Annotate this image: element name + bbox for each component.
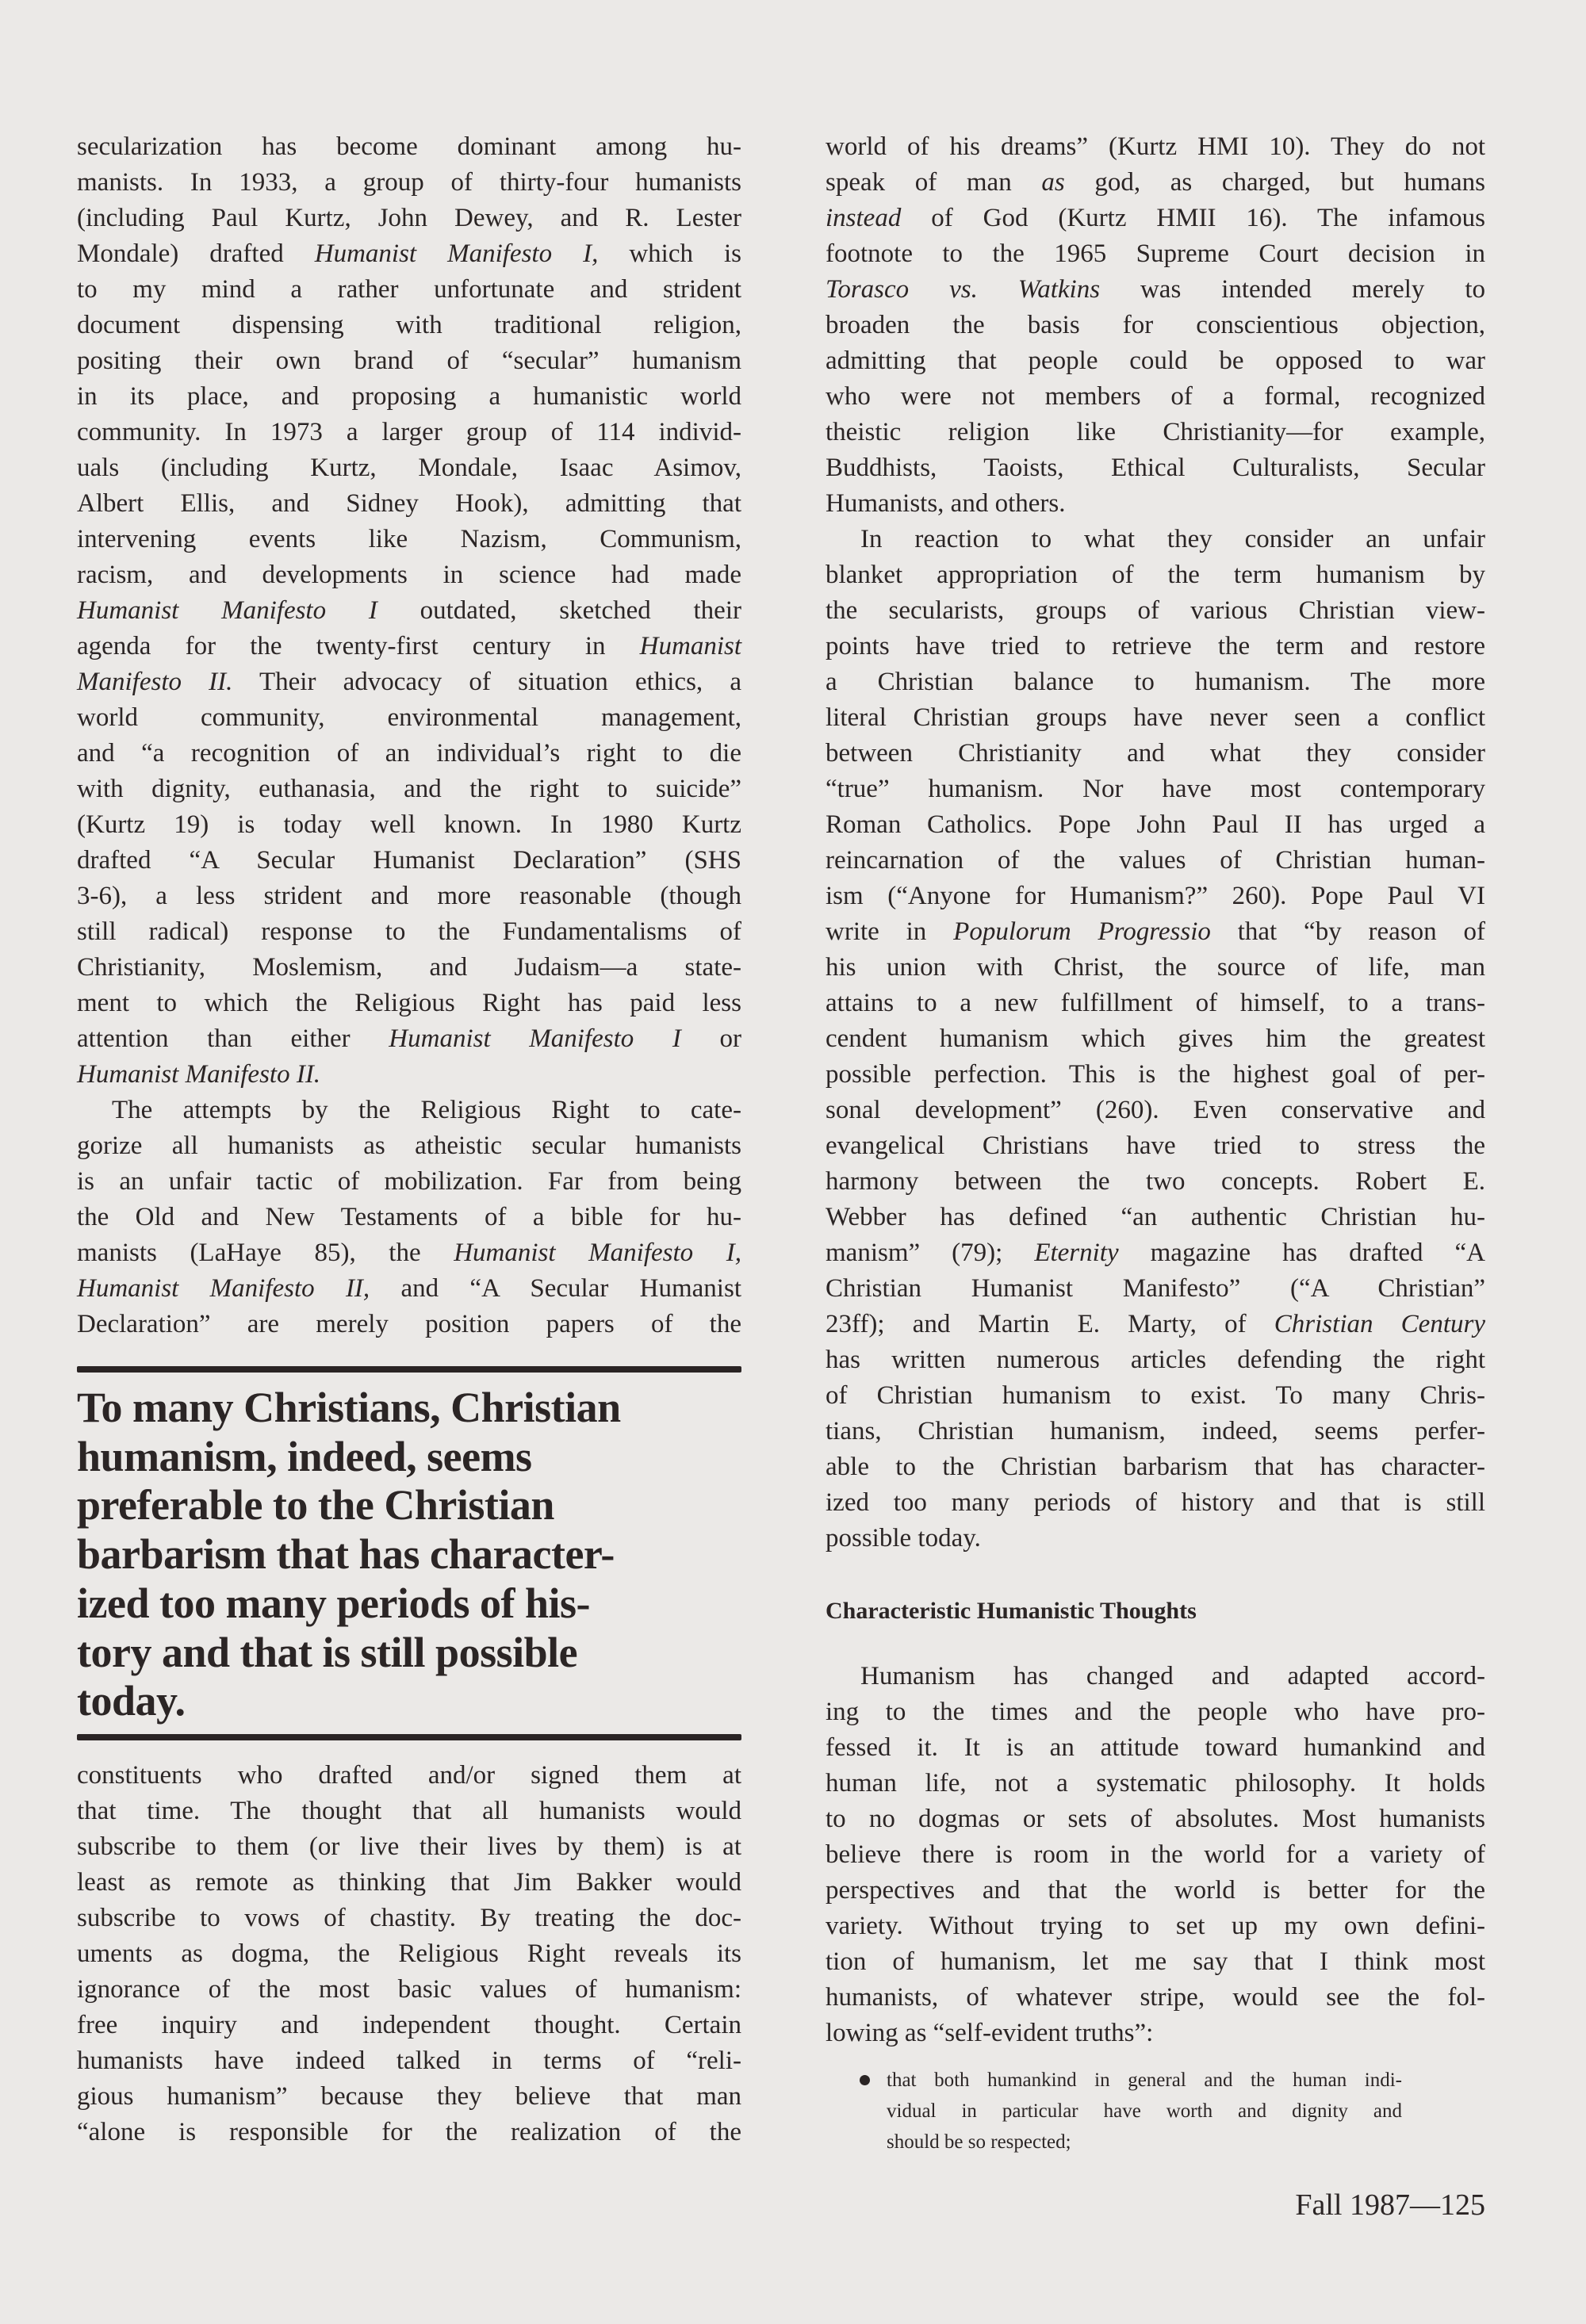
text-line xyxy=(826,1093,1485,1128)
bullet-list-item xyxy=(887,2065,1402,2157)
text-line xyxy=(77,593,741,629)
text-run: speak of man xyxy=(826,168,1042,197)
text-line xyxy=(826,1873,1485,1909)
text-run: was intended merely to xyxy=(1100,275,1485,304)
text-line xyxy=(77,914,741,950)
text-run: footnote to the 1965 Supreme Court decision in xyxy=(826,239,1485,268)
text-line xyxy=(77,1093,741,1128)
text-run: 3-6), a less strident and more reasonable (though xyxy=(77,882,741,910)
text-run: fessed it. It is an attitude toward humankind and xyxy=(826,1733,1485,1762)
text-run: believe there is room in the world for a variety of xyxy=(826,1840,1485,1869)
text-line xyxy=(77,1128,741,1164)
text-line xyxy=(826,201,1485,236)
text-line xyxy=(77,950,741,986)
text-run: and “a recognition of an individual’s right to die xyxy=(77,739,741,768)
text-run: secularization has become dominant among hu- xyxy=(77,132,741,161)
pull-quote-line: humanism, indeed, seems xyxy=(77,1432,532,1480)
text-line xyxy=(77,1936,741,1972)
text-run: tion of humanism, let me say that I think most xyxy=(826,1947,1485,1976)
italic-text: as xyxy=(1041,168,1065,197)
pull-quote-line: ized too many periods of his- xyxy=(77,1579,590,1627)
section-heading: Characteristic Humanistic Thoughts xyxy=(826,1598,1197,1624)
text-line xyxy=(77,664,741,700)
text-run: variety. Without trying to set up my own defini- xyxy=(826,1912,1485,1940)
text-line xyxy=(826,1057,1485,1093)
text-run: Webber has defined “an authentic Christian hu- xyxy=(826,1203,1485,1231)
text-run: manism” (79); xyxy=(826,1239,1035,1267)
text-run: human life, not a systematic philosophy. It holds xyxy=(826,1769,1485,1798)
text-line xyxy=(826,879,1485,914)
italic-text: Humanist Manifesto II, xyxy=(77,1274,370,1303)
text-run: harmony between the two concepts. Robert E. xyxy=(826,1167,1485,1196)
text-run: god, as charged, but humans xyxy=(1064,168,1485,197)
text-line xyxy=(826,450,1485,486)
text-run: humanists have indeed talked in terms of “reli- xyxy=(77,2046,741,2075)
text-line xyxy=(826,807,1485,843)
italic-text: instead xyxy=(826,204,902,232)
text-run: evangelical Christians have tried to stress the xyxy=(826,1131,1485,1160)
text-line xyxy=(826,1694,1485,1730)
text-run: manists (LaHaye 85), the xyxy=(77,1239,454,1267)
text-line xyxy=(826,1909,1485,1944)
text-line xyxy=(826,1342,1485,1378)
text-line xyxy=(77,557,741,593)
pull-quote-line: preferable to the Christian xyxy=(77,1481,554,1530)
text-line xyxy=(887,2127,1402,2157)
text-line xyxy=(77,1972,741,2008)
italic-text: Torasco vs. Watkins xyxy=(826,275,1101,304)
text-run: perspectives and that the world is better for the xyxy=(826,1876,1485,1905)
italic-text: Humanist xyxy=(639,632,741,660)
text-run: community. In 1973 a larger group of 114 individ- xyxy=(77,418,741,446)
page-folio: Fall 1987—125 xyxy=(1295,2188,1485,2222)
text-run: tians, Christian humanism, indeed, seems perfer- xyxy=(826,1417,1485,1445)
text-line xyxy=(826,165,1485,201)
text-line xyxy=(77,1758,741,1794)
pull-quote-bottom-rule xyxy=(77,1734,741,1740)
text-run: lowing as “self-evident truths”: xyxy=(826,2019,1154,2047)
text-run: with dignity, euthanasia, and the right to suicide” xyxy=(77,775,741,803)
text-run: or xyxy=(680,1024,741,1053)
text-run: Christian Humanist Manifesto” (“A Christian” xyxy=(826,1274,1485,1303)
text-run: attains to a new fulfillment of himself, to a trans- xyxy=(826,989,1485,1017)
text-line xyxy=(826,736,1485,771)
text-run: sonal development” (260). Even conservative and xyxy=(826,1096,1485,1124)
text-run: vidual in particular have worth and dignity and xyxy=(887,2100,1402,2122)
text-line xyxy=(826,415,1485,450)
italic-text: Populorum Progressio xyxy=(953,917,1211,946)
text-run: gorize all humanists as atheistic secular humanists xyxy=(77,1131,741,1160)
text-line xyxy=(826,1271,1485,1307)
text-line xyxy=(77,236,741,272)
text-line xyxy=(826,1766,1485,1801)
text-line xyxy=(77,700,741,736)
text-line xyxy=(826,629,1485,664)
text-line xyxy=(77,1901,741,1936)
text-line xyxy=(77,1164,741,1200)
text-run: in its place, and proposing a humanistic world xyxy=(77,382,741,411)
text-run: Humanists, and others. xyxy=(826,489,1066,518)
text-run: positing their own brand of “secular” humanism xyxy=(77,346,741,375)
text-run: able to the Christian barbarism that has character- xyxy=(826,1453,1485,1481)
text-line xyxy=(826,1449,1485,1485)
text-line xyxy=(826,343,1485,379)
text-line xyxy=(77,129,741,165)
text-run: magazine has drafted “A xyxy=(1118,1239,1485,1267)
pull-quote xyxy=(77,1384,751,1726)
text-line xyxy=(826,522,1485,557)
text-line xyxy=(887,2096,1402,2127)
pull-quote-line: To many Christians, Christian xyxy=(77,1384,621,1431)
text-line xyxy=(77,986,741,1021)
text-run: still radical) response to the Fundamentalisms of xyxy=(77,917,741,946)
text-run: uals (including Kurtz, Mondale, Isaac Asimov, xyxy=(77,454,741,482)
text-line xyxy=(826,1837,1485,1873)
text-run: the secularists, groups of various Christian view- xyxy=(826,596,1485,625)
text-line xyxy=(826,1659,1485,1694)
text-line xyxy=(826,1730,1485,1766)
text-run: of Christian humanism to exist. To many Chris- xyxy=(826,1381,1485,1410)
text-line xyxy=(826,1200,1485,1235)
right-column-lower-text xyxy=(826,1659,1485,2051)
text-run: ing to the times and the people who have pro- xyxy=(826,1698,1485,1726)
text-line xyxy=(77,879,741,914)
text-line xyxy=(826,379,1485,415)
text-run: admitting that people could be opposed to war xyxy=(826,346,1485,375)
text-line xyxy=(826,771,1485,807)
pull-quote-line: barbarism that has character- xyxy=(77,1530,615,1579)
text-run: world community, environmental management, xyxy=(77,703,741,732)
text-line xyxy=(826,129,1485,165)
text-line xyxy=(77,343,741,379)
text-run: drafted “A Secular Humanist Declaration” (SHS xyxy=(77,846,741,875)
text-run: gious humanism” because they believe that man xyxy=(77,2082,741,2111)
text-run: a Christian balance to humanism. The more xyxy=(826,668,1485,696)
text-run: write in xyxy=(826,917,954,946)
text-line xyxy=(77,308,741,343)
text-run: constituents who drafted and/or signed them at xyxy=(77,1761,741,1790)
text-line xyxy=(826,1801,1485,1837)
text-line xyxy=(826,986,1485,1021)
text-line xyxy=(77,843,741,879)
right-column-upper-text xyxy=(826,129,1485,1556)
italic-text: Humanist Manifesto I, xyxy=(314,239,599,268)
text-line xyxy=(826,486,1485,522)
text-line xyxy=(77,1021,741,1057)
text-run: ignorance of the most basic values of humanism: xyxy=(77,1975,741,2004)
italic-text: Manifesto II. xyxy=(77,668,233,696)
text-run: blanket appropriation of the term humanism by xyxy=(826,561,1485,589)
text-run: (including Paul Kurtz, John Dewey, and R. Lester xyxy=(77,204,741,232)
text-run: points have tried to retrieve the term and restore xyxy=(826,632,1485,660)
text-line xyxy=(826,557,1485,593)
text-line xyxy=(77,771,741,807)
text-run: Mondale) drafted xyxy=(77,239,315,268)
text-line xyxy=(77,1829,741,1865)
text-line xyxy=(826,1414,1485,1449)
italic-text: Humanist Manifesto I xyxy=(77,596,377,625)
text-run: “alone is responsible for the realization of the xyxy=(77,2118,741,2146)
text-line xyxy=(77,450,741,486)
text-line xyxy=(77,2079,741,2115)
text-line xyxy=(77,2043,741,2079)
text-run: ment to which the Religious Right has paid less xyxy=(77,989,741,1017)
text-line xyxy=(77,486,741,522)
text-line xyxy=(826,593,1485,629)
text-line xyxy=(77,1057,741,1093)
italic-text: Humanist Manifesto II. xyxy=(77,1060,321,1089)
text-line xyxy=(77,522,741,557)
text-run: ism (“Anyone for Humanism?” 260). Pope Paul VI xyxy=(826,882,1485,910)
text-line xyxy=(77,2008,741,2043)
text-line xyxy=(77,1794,741,1829)
text-line xyxy=(826,2016,1485,2051)
text-run: Buddhists, Taoists, Ethical Culturalists, Secular xyxy=(826,454,1485,482)
text-line xyxy=(826,308,1485,343)
text-line xyxy=(826,950,1485,986)
text-run: world of his dreams” (Kurtz HMI 10). They do not xyxy=(826,132,1485,161)
italic-text: Humanist Manifesto I xyxy=(389,1024,681,1053)
text-run: has written numerous articles defending the right xyxy=(826,1346,1485,1374)
text-run: outdated, sketched their xyxy=(377,596,741,625)
text-run: Roman Catholics. Pope John Paul II has urged a xyxy=(826,810,1485,839)
text-line xyxy=(826,700,1485,736)
text-line xyxy=(826,843,1485,879)
text-line xyxy=(77,201,741,236)
text-line xyxy=(826,1128,1485,1164)
text-line xyxy=(77,1200,741,1235)
text-line xyxy=(826,1021,1485,1057)
text-run: uments as dogma, the Religious Right reveals its xyxy=(77,1939,741,1968)
text-run: Declaration” are merely position papers of the xyxy=(77,1310,741,1338)
text-line xyxy=(826,1485,1485,1521)
text-run: literal Christian groups have never seen a conflict xyxy=(826,703,1485,732)
text-line xyxy=(77,165,741,201)
text-run: to no dogmas or sets of absolutes. Most humanists xyxy=(826,1805,1485,1833)
text-run: Albert Ellis, and Sidney Hook), admitting that xyxy=(77,489,741,518)
text-line xyxy=(826,1164,1485,1200)
text-run: theistic religion like Christianity—for example, xyxy=(826,418,1485,446)
text-run: “true” humanism. Nor have most contemporary xyxy=(826,775,1485,803)
text-run: of God (Kurtz HMII 16). The infamous xyxy=(901,204,1485,232)
text-run: that both humankind in general and the human indi- xyxy=(887,2069,1402,2091)
text-run: racism, and developments in science had made xyxy=(77,561,741,589)
text-line xyxy=(826,236,1485,272)
text-run: free inquiry and independent thought. Certain xyxy=(77,2011,741,2039)
italic-text: Humanist Manifesto I, xyxy=(454,1239,741,1267)
bullet-icon xyxy=(860,2075,870,2085)
text-line xyxy=(77,379,741,415)
text-run: (Kurtz 19) is today well known. In 1980 Kurtz xyxy=(77,810,741,839)
text-run: should be so respected; xyxy=(887,2131,1071,2153)
text-line xyxy=(77,1235,741,1271)
text-line xyxy=(826,664,1485,700)
text-run: Christianity, Moslemism, and Judaism—a state- xyxy=(77,953,741,982)
text-run: humanists, of whatever stripe, would see the fol- xyxy=(826,1983,1485,2012)
text-line xyxy=(826,1944,1485,1980)
text-run: his union with Christ, the source of life, man xyxy=(826,953,1485,982)
text-run: ized too many periods of history and that is still xyxy=(826,1488,1485,1517)
text-run: manists. In 1933, a group of thirty-four humanists xyxy=(77,168,741,197)
text-line xyxy=(826,914,1485,950)
italic-text: Christian Century xyxy=(1274,1310,1485,1338)
pull-quote-line: today. xyxy=(77,1677,186,1725)
pull-quote-line: tory and that is still possible xyxy=(77,1628,578,1676)
text-run: In reaction to what they consider an unfair xyxy=(860,525,1485,553)
text-run: possible perfection. This is the highest goal of per- xyxy=(826,1060,1485,1089)
text-run: broaden the basis for conscientious objection, xyxy=(826,311,1485,339)
text-line xyxy=(77,2115,741,2150)
text-run: cendent humanism which gives him the greatest xyxy=(826,1024,1485,1053)
text-line xyxy=(826,272,1485,308)
text-line xyxy=(826,1235,1485,1271)
text-line xyxy=(77,1307,741,1342)
text-run: possible today. xyxy=(826,1524,981,1553)
text-run: who were not members of a formal, recognized xyxy=(826,382,1485,411)
left-column-upper-text xyxy=(77,129,741,1342)
text-line xyxy=(77,415,741,450)
text-run: which is xyxy=(598,239,741,268)
text-run: least as remote as thinking that Jim Bakker would xyxy=(77,1868,741,1897)
text-run: attention than either xyxy=(77,1024,389,1053)
text-run: Humanism has changed and adapted accord- xyxy=(860,1662,1485,1690)
text-run: is an unfair tactic of mobilization. Far from being xyxy=(77,1167,741,1196)
text-run: that “by reason of xyxy=(1210,917,1485,946)
text-run: between Christianity and what they consider xyxy=(826,739,1485,768)
text-line xyxy=(826,1378,1485,1414)
text-run: and “A Secular Humanist xyxy=(370,1274,741,1303)
text-run: Their advocacy of situation ethics, a xyxy=(232,668,741,696)
text-run: subscribe to them (or live their lives by them) is at xyxy=(77,1832,741,1861)
text-line xyxy=(826,1307,1485,1342)
left-column-lower-text xyxy=(77,1758,741,2150)
text-line xyxy=(887,2065,1402,2096)
text-line xyxy=(77,807,741,843)
text-line xyxy=(77,736,741,771)
pull-quote-top-rule xyxy=(77,1366,741,1373)
text-run: subscribe to vows of chastity. By treating the doc- xyxy=(77,1904,741,1932)
text-line xyxy=(77,1865,741,1901)
text-run: agenda for the twenty-first century in xyxy=(77,632,640,660)
text-run: reincarnation of the values of Christian human- xyxy=(826,846,1485,875)
text-run: that time. The thought that all humanists would xyxy=(77,1797,741,1825)
text-run: 23ff); and Martin E. Marty, of xyxy=(826,1310,1274,1338)
text-run: intervening events like Nazism, Communism, xyxy=(77,525,741,553)
text-line xyxy=(826,1980,1485,2016)
text-line xyxy=(77,1271,741,1307)
text-run: the Old and New Testaments of a bible for hu- xyxy=(77,1203,741,1231)
text-line xyxy=(826,1521,1485,1556)
text-run: document dispensing with traditional religion, xyxy=(77,311,741,339)
text-run: to my mind a rather unfortunate and strident xyxy=(77,275,741,304)
italic-text: Eternity xyxy=(1034,1239,1119,1267)
text-line xyxy=(77,272,741,308)
text-line xyxy=(77,629,741,664)
text-run: The attempts by the Religious Right to cate- xyxy=(112,1096,741,1124)
